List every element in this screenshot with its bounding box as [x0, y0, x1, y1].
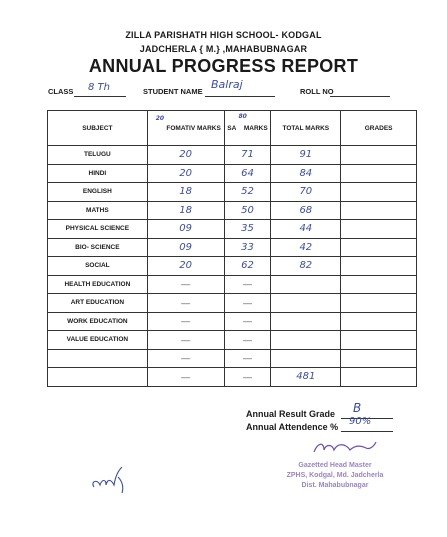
table-row [48, 164, 417, 183]
sa-cell-value: 62 [241, 260, 254, 272]
sa-cell [224, 349, 271, 368]
total-cell [271, 368, 341, 387]
subject-cell [48, 349, 148, 368]
total-cell-value: 70 [299, 186, 313, 198]
sa-cell-value: — [242, 371, 252, 382]
student-name-label: STUDENT NAME [143, 87, 203, 96]
sa-cell [224, 164, 271, 183]
grade-value: B [353, 401, 362, 415]
attendance-field [341, 416, 393, 432]
total-cell-value: 84 [299, 167, 313, 179]
subject-cell: WORK EDUCATION [48, 312, 148, 331]
total-cell [271, 164, 341, 183]
report-title: ANNUAL PROGRESS REPORT [88, 56, 359, 76]
subject-cell: VALUE EDUCATION [48, 331, 148, 350]
formative-cell-value: 20 [179, 260, 192, 272]
subject-cell: MATHS [48, 201, 148, 220]
formative-cell [147, 275, 224, 294]
table-row [48, 349, 417, 368]
total-cell [271, 220, 341, 239]
formative-cell-value: 09 [179, 241, 192, 253]
subject-cell: ENGLISH [48, 183, 148, 202]
sa-cell-value: — [242, 316, 252, 327]
total-cell [271, 257, 341, 276]
sa-cell-value: — [242, 334, 252, 345]
sa-cell-value: 33 [241, 241, 254, 253]
formative-cell [147, 257, 224, 276]
col-marks-label: MARKS [243, 124, 268, 132]
formative-cell-value: — [181, 297, 191, 308]
total-cell [271, 146, 341, 165]
table-row [48, 201, 417, 220]
formative-cell [147, 164, 224, 183]
table-row [48, 275, 417, 294]
col-sa-label: SA [227, 124, 237, 132]
total-cell [271, 238, 341, 257]
formative-cell-value: 09 [179, 223, 192, 235]
grade-cell [341, 146, 417, 165]
sa-cell [224, 294, 271, 313]
sa-cell [224, 146, 271, 165]
attendance-label: Annual Attendence % [246, 422, 339, 432]
subject-cell [48, 368, 148, 387]
headmaster-signature [310, 438, 380, 460]
formative-cell [147, 331, 224, 350]
formative-cell [147, 349, 224, 368]
subject-cell: SOCIAL [48, 257, 148, 276]
formative-cell-value: — [181, 371, 191, 382]
total-cell [271, 183, 341, 202]
formative-cell-value: 20 [179, 167, 192, 179]
roll-no-field [330, 85, 390, 97]
table-row [48, 331, 417, 350]
teacher-signature [88, 463, 132, 495]
school-address: JADCHERLA { M.} ,MAHABUBNAGAR [139, 44, 308, 54]
grade-cell [341, 201, 417, 220]
table-row [48, 220, 417, 239]
sa-max-note: 80 [238, 113, 247, 120]
stamp-line-3: Dist. Mahabubnagar [301, 482, 369, 489]
subject-cell: HINDI [48, 164, 148, 183]
sa-cell-value: 50 [241, 204, 254, 216]
formative-cell [147, 201, 224, 220]
grade-cell [341, 331, 417, 350]
table-header-row [48, 111, 417, 146]
class-label: CLASS [48, 87, 74, 96]
grade-cell [341, 275, 417, 294]
sa-cell [224, 312, 271, 331]
roll-no-label: ROLL NO [300, 87, 334, 96]
total-cell [271, 294, 341, 313]
formative-cell-value: 18 [179, 204, 192, 216]
class-value: 8 Th [88, 82, 110, 93]
formative-cell-value: 20 [179, 149, 192, 161]
total-cell-value: 44 [299, 223, 313, 235]
total-cell [271, 349, 341, 368]
sa-cell-value: 71 [241, 149, 254, 161]
grade-cell [341, 183, 417, 202]
sa-cell [224, 220, 271, 239]
formative-cell-value: — [181, 334, 191, 345]
col-formative [147, 111, 224, 146]
sa-cell [224, 368, 271, 387]
total-cell-value: 91 [299, 149, 313, 161]
subject-cell: PHYSICAL SCIENCE [48, 220, 148, 239]
grade-cell [341, 164, 417, 183]
formative-cell [147, 146, 224, 165]
table-row [48, 146, 417, 165]
stamp-line-1: Gazetted Head Master [298, 462, 372, 469]
sa-cell [224, 275, 271, 294]
sa-cell-value: — [242, 297, 252, 308]
formative-cell [147, 220, 224, 239]
table-row [48, 312, 417, 331]
grade-cell [341, 349, 417, 368]
total-cell [271, 201, 341, 220]
sa-cell [224, 201, 271, 220]
table-row [48, 238, 417, 257]
col-grades: GRADES [341, 111, 417, 146]
col-subject: SUBJECT [48, 111, 148, 146]
formative-max-note: 20 [155, 115, 165, 122]
attendance-value: 90% [349, 416, 372, 427]
stamp-line-2: ZPHS, Kodgal, Md. Jadcherla [286, 472, 384, 479]
subject-cell: TELUGU [48, 146, 148, 165]
grade-cell [341, 220, 417, 239]
grade-cell [341, 312, 417, 331]
total-cell [271, 312, 341, 331]
formative-cell [147, 183, 224, 202]
total-cell-value: 481 [296, 371, 316, 383]
total-cell-value: 68 [299, 204, 313, 216]
formative-cell-value: 18 [179, 186, 192, 198]
sa-cell [224, 183, 271, 202]
grade-label: Annual Result Grade [246, 409, 336, 419]
grade-cell [341, 294, 417, 313]
formative-cell-value: — [181, 316, 191, 327]
formative-cell-value: — [181, 353, 191, 364]
formative-cell [147, 238, 224, 257]
grade-cell [341, 257, 417, 276]
sa-cell-value: 35 [241, 223, 254, 235]
table-row [48, 257, 417, 276]
formative-cell [147, 368, 224, 387]
table-row [48, 183, 417, 202]
sa-cell [224, 331, 271, 350]
total-cell [271, 331, 341, 350]
sa-cell-value: 64 [241, 167, 254, 179]
sa-cell [224, 257, 271, 276]
total-cell-value: 82 [299, 260, 313, 272]
subject-cell: BIO- SCIENCE [48, 238, 148, 257]
student-name-field [205, 78, 275, 97]
subject-cell: ART EDUCATION [48, 294, 148, 313]
sa-cell [224, 238, 271, 257]
formative-cell [147, 294, 224, 313]
table-row [48, 368, 417, 387]
class-field [74, 82, 126, 97]
grade-cell [341, 238, 417, 257]
sa-cell-value: 52 [241, 186, 254, 198]
sa-cell-value: — [242, 353, 252, 364]
subject-cell: HEALTH EDUCATION [48, 275, 148, 294]
sa-cell-value: — [242, 279, 252, 290]
formative-cell-value: — [181, 279, 191, 290]
col-formative-label: FOMATIV MARKS [166, 124, 221, 132]
school-name: ZILLA PARISHATH HIGH SCHOOL- KODGAL [125, 30, 322, 40]
total-cell [271, 275, 341, 294]
col-total: TOTAL MARKS [271, 111, 341, 146]
student-name-value: Balraj [211, 78, 243, 91]
total-cell-value: 42 [299, 241, 313, 253]
marks-table [47, 110, 417, 387]
formative-cell [147, 312, 224, 331]
grade-cell [341, 368, 417, 387]
headmaster-stamp [270, 461, 400, 491]
table-row [48, 294, 417, 313]
col-sa [224, 111, 271, 146]
